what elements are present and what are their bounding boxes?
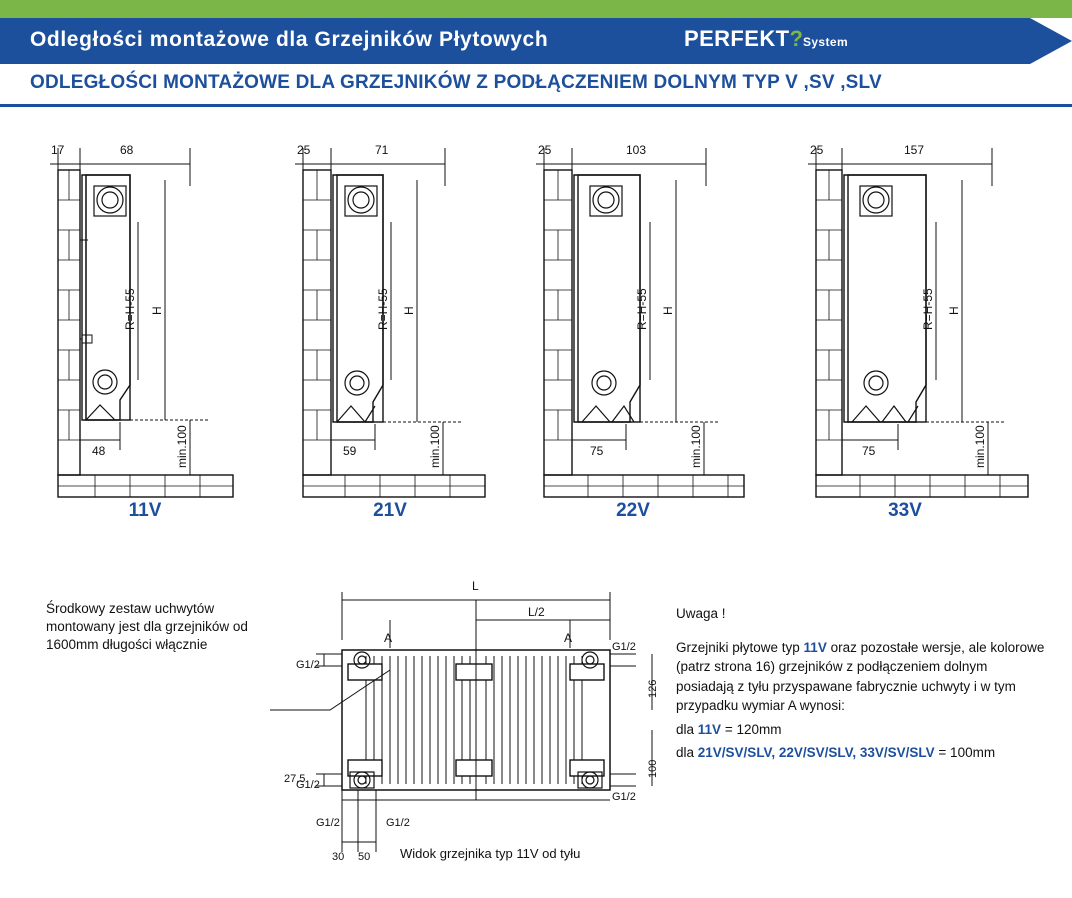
svg-text:27,5: 27,5 — [284, 773, 306, 785]
svg-text:H: H — [150, 306, 164, 315]
svg-text:L: L — [472, 579, 479, 593]
figure-11v — [20, 130, 270, 550]
note-p1-highlight: 11V — [803, 639, 827, 655]
note-leader-line — [270, 668, 390, 708]
page-title: Odległości montażowe dla Grzejników Płytowych — [30, 28, 549, 51]
svg-text:H: H — [661, 306, 675, 315]
note-right-title: Uwaga ! — [676, 606, 726, 621]
svg-text:R=H-55: R=H-55 — [376, 288, 390, 330]
svg-text:G1/2: G1/2 — [612, 641, 636, 653]
figure-33v — [780, 130, 1030, 550]
svg-text:157: 157 — [904, 143, 925, 157]
svg-text:50: 50 — [358, 851, 371, 863]
note-p3-a: dla — [676, 745, 698, 761]
svg-text:17: 17 — [51, 143, 65, 157]
svg-text:min.100: min.100 — [973, 425, 987, 468]
svg-text:A: A — [564, 631, 573, 645]
brand-question-mark: ? — [789, 26, 803, 51]
figure-21v — [265, 130, 515, 550]
note-right-paragraph-3 — [676, 743, 1048, 763]
note-p1-a: Grzejniki płytowe typ — [676, 639, 804, 655]
svg-text:48: 48 — [92, 444, 106, 458]
note-p3-highlight: 21V/SV/SLV, 22V/SV/SLV, 33V/SV/SLV — [697, 745, 935, 761]
svg-text:75: 75 — [590, 444, 604, 458]
subheader-title: ODLEGŁOŚCI MONTAŻOWE DLA GRZEJNIKÓW Z PODŁĄCZENIEM DOLNYM TYP V ,SV ,SLV — [30, 72, 882, 93]
svg-text:min.100: min.100 — [428, 425, 442, 468]
brand-name: PERFEKT — [684, 26, 790, 51]
svg-text:59: 59 — [343, 444, 357, 458]
svg-text:R=H-55: R=H-55 — [921, 288, 935, 330]
note-right — [676, 604, 1048, 767]
svg-text:A: A — [384, 631, 393, 645]
note-right-paragraph-1 — [676, 638, 1048, 716]
figure-label-22v: 22V — [616, 500, 650, 521]
svg-text:G1/2: G1/2 — [296, 779, 320, 791]
note-p1-b: oraz pozostałe wersje, ale kolorowe (patrz strona 16) grzejników z podłączeniem dolnym posiadają z tyłu przyspawane fabrycznie uchwyty i w tym przypadku wymiar A wynosi: — [676, 639, 1045, 714]
svg-text:H: H — [402, 306, 416, 315]
brand-logo — [684, 26, 848, 52]
svg-text:30: 30 — [332, 851, 345, 863]
svg-text:25: 25 — [297, 143, 311, 157]
svg-text:25: 25 — [810, 143, 824, 157]
top-green-bar — [0, 0, 1072, 18]
note-p2-a: dla — [676, 721, 698, 737]
svg-text:G1/2: G1/2 — [386, 817, 410, 829]
svg-text:min.100: min.100 — [689, 425, 703, 468]
svg-text:75: 75 — [862, 444, 876, 458]
svg-text:100: 100 — [647, 759, 659, 778]
svg-text:R=H-55: R=H-55 — [123, 288, 137, 330]
brand-subname: System — [802, 35, 849, 49]
note-right-paragraph-2 — [676, 720, 1048, 740]
svg-text:G1/2: G1/2 — [612, 791, 636, 803]
figure-label-21v: 21V — [373, 500, 407, 521]
figure-label-11v: 11V — [128, 500, 162, 521]
svg-text:L/2: L/2 — [528, 605, 545, 619]
figure-22v — [508, 130, 758, 550]
note-p3-b: = 100mm — [934, 745, 996, 761]
svg-text:G1/2: G1/2 — [296, 659, 320, 671]
svg-text:25: 25 — [538, 143, 552, 157]
note-p2-b: = 120mm — [721, 721, 782, 737]
svg-text:G1/2: G1/2 — [316, 817, 340, 829]
rear-view-figure — [280, 570, 680, 870]
svg-text:103: 103 — [626, 143, 647, 157]
note-left: Środkowy zestaw uchwytów montowany jest dla grzejników od 1600mm długości włącznie — [46, 601, 248, 653]
svg-text:71: 71 — [375, 143, 389, 157]
svg-text:R=H-55: R=H-55 — [635, 288, 649, 330]
svg-text:68: 68 — [120, 143, 134, 157]
svg-text:H: H — [947, 306, 961, 315]
rear-view-caption: Widok grzejnika typ 11V od tyłu — [400, 846, 581, 861]
note-p2-highlight: 11V — [697, 721, 722, 737]
svg-text:126: 126 — [647, 679, 659, 698]
figure-label-33v: 33V — [888, 500, 922, 521]
svg-text:min.100: min.100 — [175, 425, 189, 468]
